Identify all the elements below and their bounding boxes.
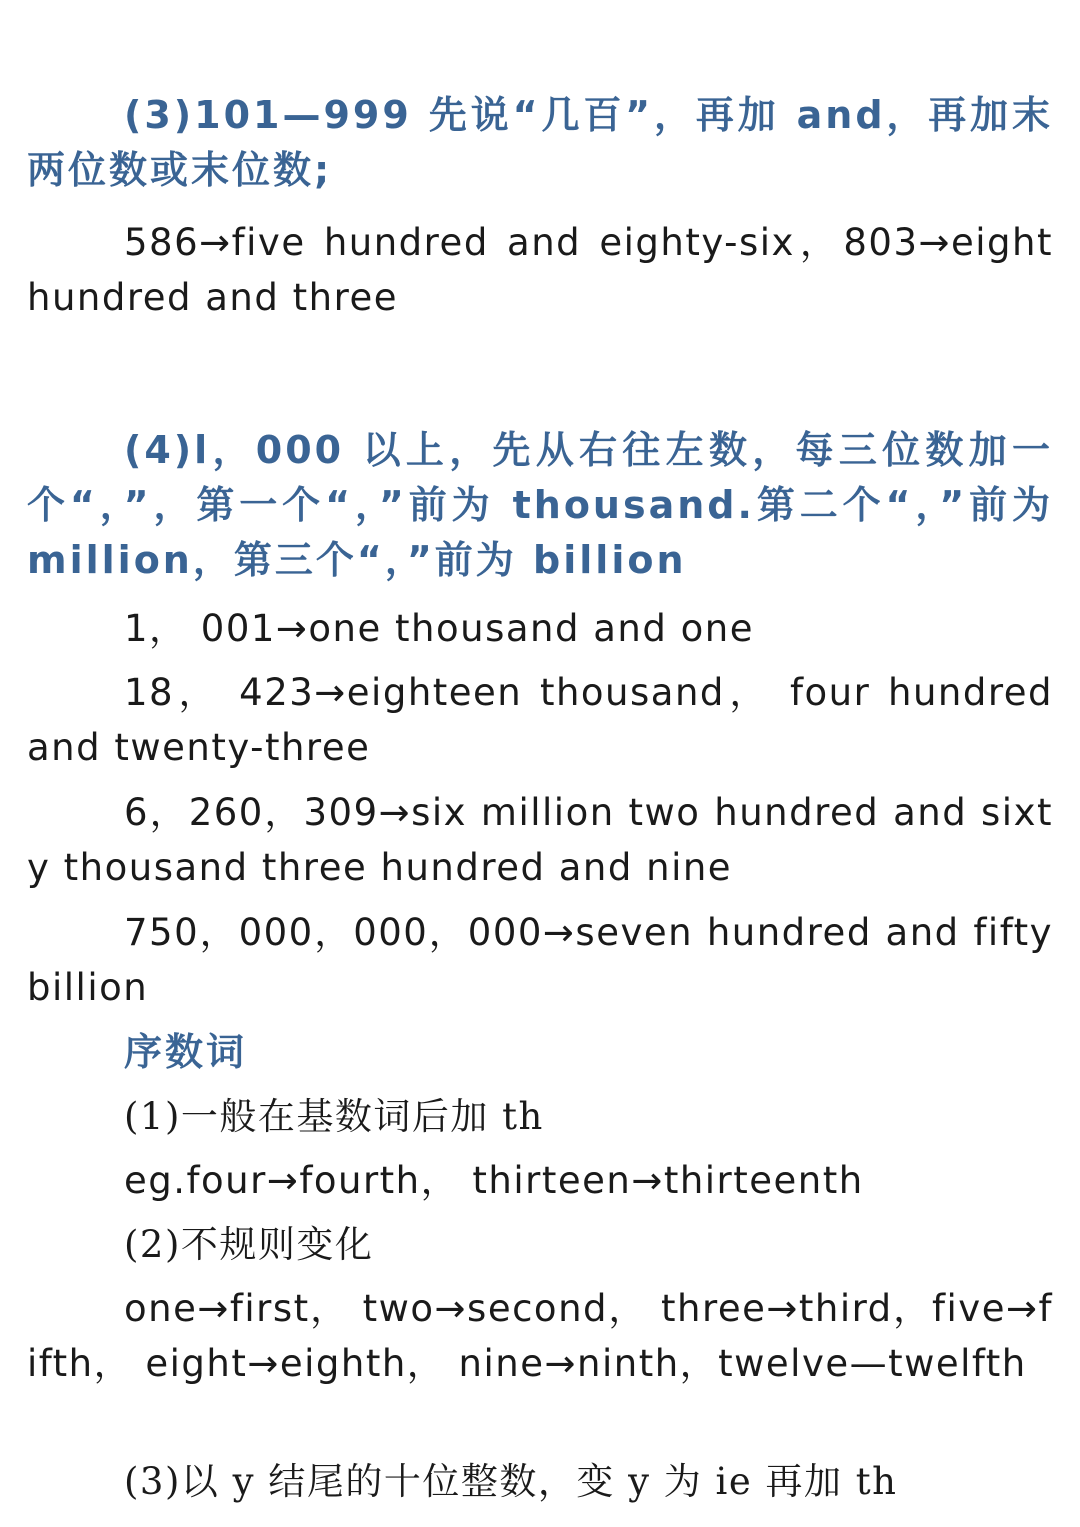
section-4-example-2: 18， 423→eighteen thousand， four hundred and twenty-three	[27, 671, 1053, 769]
section-3-example: 586→five hundred and eighty-six，803→eight hundred and three	[27, 221, 1053, 319]
section-4-example-3: 6，260，309→six million two hundred and sixty thousand three hundred and nine	[27, 791, 1053, 889]
ordinal-rule-1-example: eg.four→fourth， thirteen→thirteenth	[124, 1159, 864, 1202]
section-4-heading: (4)l，000 以上，先从右往左数，每三位数加一个“，”，第一个“，”前为 thousand.第二个“，”前为 million，第三个“，”前为 billion	[27, 428, 1053, 582]
ordinal-rule-2-example: one→first， two→second， three→third，five→fifth， eight→eighth， nine→ninth，twelve—twelfth	[27, 1287, 1053, 1385]
ordinal-numbers-title: 序数词	[124, 1030, 248, 1074]
ordinal-rule-3: (3)以 y 结尾的十位整数，变 y 为 ie 再加 th	[124, 1460, 898, 1503]
ordinal-rule-2: (2)不规则变化	[124, 1223, 374, 1266]
section-3-heading: (3)101—999 先说“几百”，再加 and，再加末两位数或末位数;	[27, 93, 1053, 192]
ordinal-rule-1: (1)一般在基数词后加 th	[124, 1095, 544, 1138]
section-4-example-4: 750，000，000，000→seven hundred and fifty billion	[27, 911, 1053, 1009]
document-page	[27, 88, 1053, 1510]
section-4-example-1: 1， 001→one thousand and one	[124, 607, 754, 650]
